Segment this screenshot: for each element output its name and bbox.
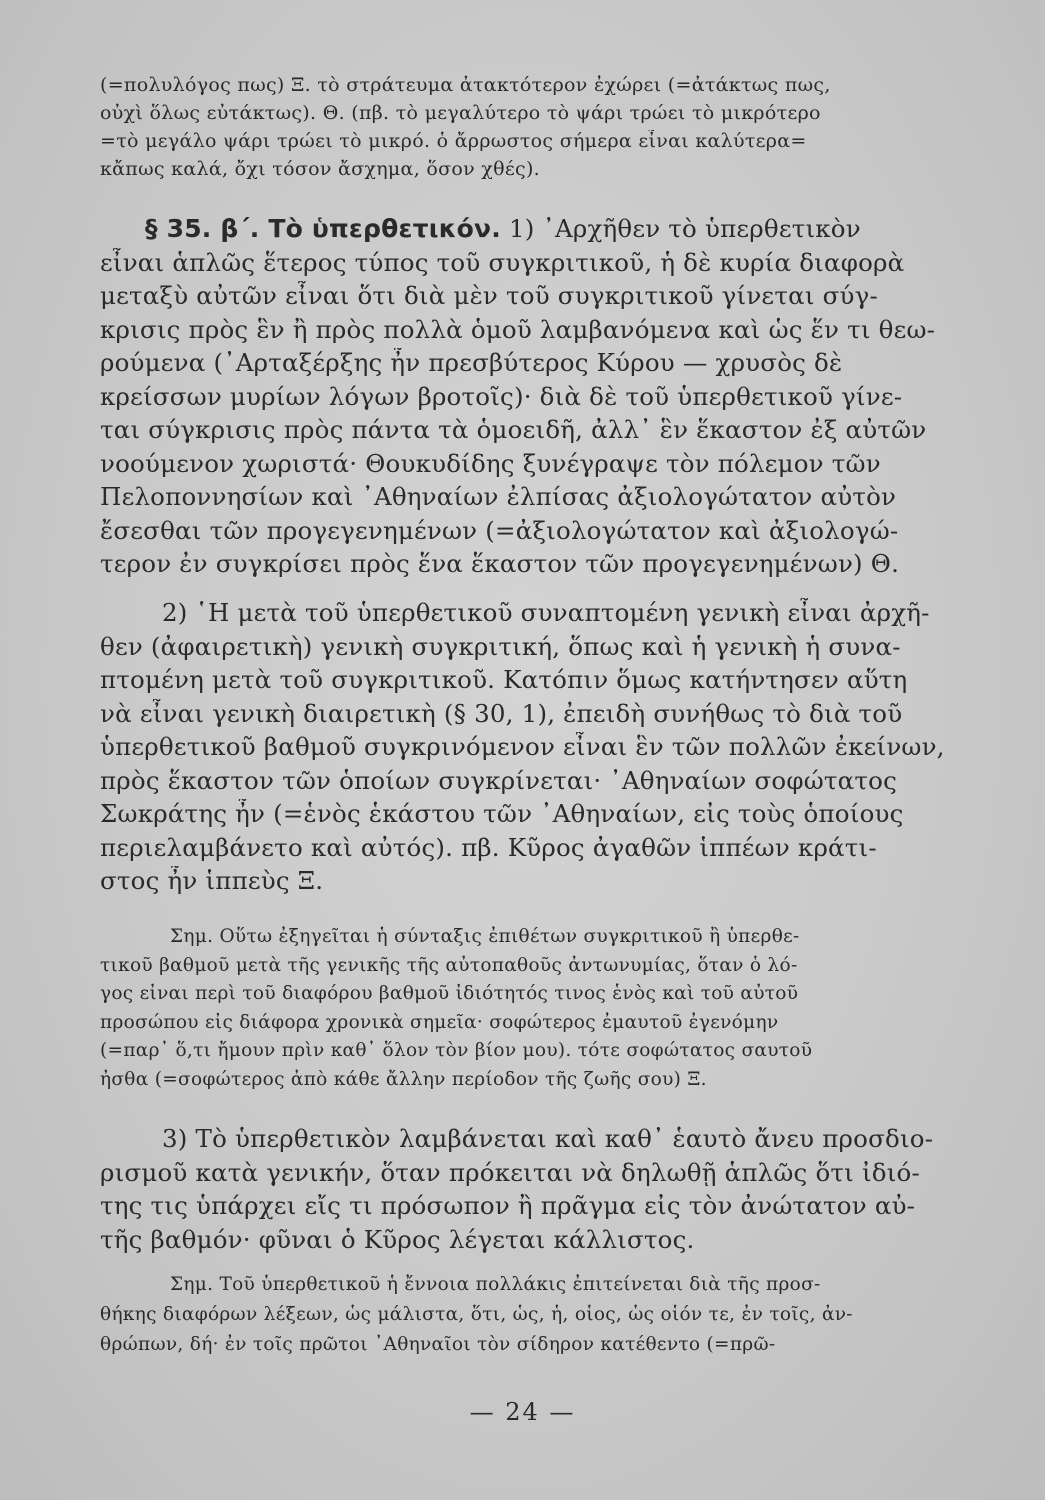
text-line: της τις ὑπάρχει εἴς τι πρόσωπον ἢ πρᾶγμα εἰς τὸν ἀνώτατον αὐ-: [100, 1191, 916, 1220]
text-line: ἔσεσθαι τῶν προγεγενημένων (=ἀξιολογώτατον καὶ ἀξιολογώ-: [100, 515, 899, 545]
text-line: οὐχὶ ὅλως εὐτάκτως). Θ. (πβ. τὸ μεγαλύτερο τὸ ψάρι τρώει τὸ μικρότερο: [100, 102, 821, 124]
text-line: κρείσσων μυρίων λόγων βροτοῖς)· διὰ δὲ τοῦ ὑπερθετικοῦ γίνε-: [100, 381, 903, 411]
section-first-line: [100, 214, 970, 248]
paragraph-3: [100, 1124, 970, 1258]
text-line: θεν (ἀφαιρετικὴ) γενικὴ συγκριτική, ὅπως καὶ ἡ γενικὴ ἡ συνα-: [100, 631, 901, 661]
text-line: νοούμενον χωριστά· Θουκυδίδης ξυνέγραψε τὸν πόλεμον τῶν: [100, 448, 881, 478]
text-line: τῆς βαθμόν· φῦναι ὁ Κῦρος λέγεται κάλλιστος.: [100, 1224, 695, 1254]
text-line: (=πολυλόγος πως) Ξ. τὸ στράτευμα ἀτακτότερον ἐχώρει (=ἀτάκτως πως,: [100, 74, 831, 96]
top-paragraph: [100, 74, 970, 186]
text-line: ὑπερθετικοῦ βαθμοῦ συγκρινόμενον εἶναι ἓν τῶν πολλῶν ἐκείνων,: [100, 732, 945, 761]
text-line: περιελαμβάνετο καὶ αὐτός). πβ. Κῦρος ἀγαθῶν ἱππέων κράτι-: [100, 832, 877, 862]
note-2: [100, 1274, 970, 1364]
text-line: κἄπως καλά, ὄχι τόσον ἄσχημα, ὅσον χθές).: [100, 158, 540, 180]
text-line: ρισμοῦ κατὰ γενικήν, ὅταν πρόκειται νὰ δηλωθῇ ἁπλῶς ὅτι ἰδιό-: [100, 1157, 920, 1187]
text-line: Σημ. Οὕτω ἐξηγεῖται ἡ σύνταξις ἐπιθέτων συγκριτικοῦ ἢ ὑπερθε-: [170, 926, 800, 947]
text-line: θρώπων, δή· ἐν τοῖς πρῶτοι ᾿Αθηναῖοι τὸν σίδηρον κατέθεντο (=πρῶ-: [100, 1334, 776, 1355]
text-line: εἶναι ἁπλῶς ἕτερος τύπος τοῦ συγκριτικοῦ, ἡ δὲ κυρία διαφορὰ: [100, 247, 905, 277]
section-35: [100, 214, 970, 583]
text-line: ται σύγκρισις πρὸς πάντα τὰ ὁμοειδῆ, ἀλλ᾿ ἓν ἕκαστον ἐξ αὐτῶν: [100, 415, 927, 444]
text-line: νὰ εἶναι γενικὴ διαιρετικὴ (§ 30, 1), ἐπειδὴ συνήθως τὸ διὰ τοῦ: [100, 698, 903, 728]
section-heading: § 35. β΄. Τὸ ὑπερθετικόν.: [145, 214, 501, 243]
text-line: Πελοποννησίων καὶ ᾿Αθηναίων ἐλπίσας ἀξιολογώτατον αὐτὸν: [100, 482, 897, 511]
page-number: — 24 —: [469, 1398, 576, 1426]
text-line: πρὸς ἕκαστον τῶν ὁποίων συγκρίνεται· ᾿Αθηναίων σοφώτατος: [100, 765, 898, 795]
paragraph-2: [100, 598, 970, 900]
text-line: (=παρ᾿ ὅ,τι ἤμουν πρὶν καθ᾿ ὅλον τὸν βίον μου). τότε σοφώτατος σαυτοῦ: [100, 1040, 813, 1061]
text-line: στος ἦν ἱππεὺς Ξ.: [100, 866, 324, 895]
note-1: [100, 926, 970, 1097]
text-line: πτομένη μετὰ τοῦ συγκριτικοῦ. Κατόπιν ὅμως κατήντησεν αὕτη: [100, 665, 908, 694]
text-line: τερον ἐν συγκρίσει πρὸς ἕνα ἕκαστον τῶν προγεγενημένων) Θ.: [100, 549, 900, 578]
text-line: Σωκράτης ἦν (=ἑνὸς ἑκάστου τῶν ᾿Αθηναίων, εἰς τοὺς ὁποίους: [100, 799, 904, 828]
text-line: ρούμενα (᾿Αρταξέρξης ἦν πρεσβύτερος Κύρου — χρυσὸς δὲ: [100, 348, 843, 377]
section-first-line-text: 1) ᾿Αρχῆθεν τὸ ὑπερθετικὸν: [500, 214, 861, 243]
text-line: γος εἶναι περὶ τοῦ διαφόρου βαθμοῦ ἰδιότητός τινος ἑνὸς καὶ τοῦ αὐτοῦ: [100, 983, 799, 1004]
text-line: ἦσθα (=σοφώτερος ἀπὸ κάθε ἄλλην περίοδον τῆς ζωῆς σου) Ξ.: [100, 1068, 707, 1090]
text-line: τικοῦ βαθμοῦ μετὰ τῆς γενικῆς τῆς αὐτοπαθοῦς ἀντωνυμίας, ὅταν ὁ λό-: [100, 954, 798, 976]
text-line: προσώπου εἰς διάφορα χρονικὰ σημεῖα· σοφώτερος ἐμαυτοῦ ἐγενόμην: [100, 1011, 779, 1033]
text-line: =τὸ μεγάλο ψάρι τρώει τὸ μικρό. ὁ ἄρρωστος σήμερα εἶναι καλύτερα=: [100, 130, 807, 152]
text-line: Σημ. Τοῦ ὑπερθετικοῦ ἡ ἔννοια πολλάκις ἐπιτείνεται διὰ τῆς προσ-: [170, 1274, 821, 1295]
text-line: μεταξὺ αὐτῶν εἶναι ὅτι διὰ μὲν τοῦ συγκριτικοῦ γίνεται σύγ-: [100, 281, 878, 310]
text-line: 3) Τὸ ὑπερθετικὸν λαμβάνεται καὶ καθ᾿ ἑαυτὸ ἄνευ προσδιο-: [162, 1124, 934, 1153]
text-line: θήκης διαφόρων λέξεων, ὡς μάλιστα, ὅτι, ὡς, ἧ, οἷος, ὡς οἷόν τε, ἐν τοῖς, ἀν-: [100, 1304, 853, 1325]
text-line: κρισις πρὸς ἓν ἢ πρὸς πολλὰ ὁμοῦ λαμβανόμενα καὶ ὡς ἕν τι θεω-: [100, 314, 936, 344]
text-line: 2) ῾Η μετὰ τοῦ ὑπερθετικοῦ συναπτομένη γενικὴ εἶναι ἀρχῆ-: [162, 598, 930, 627]
